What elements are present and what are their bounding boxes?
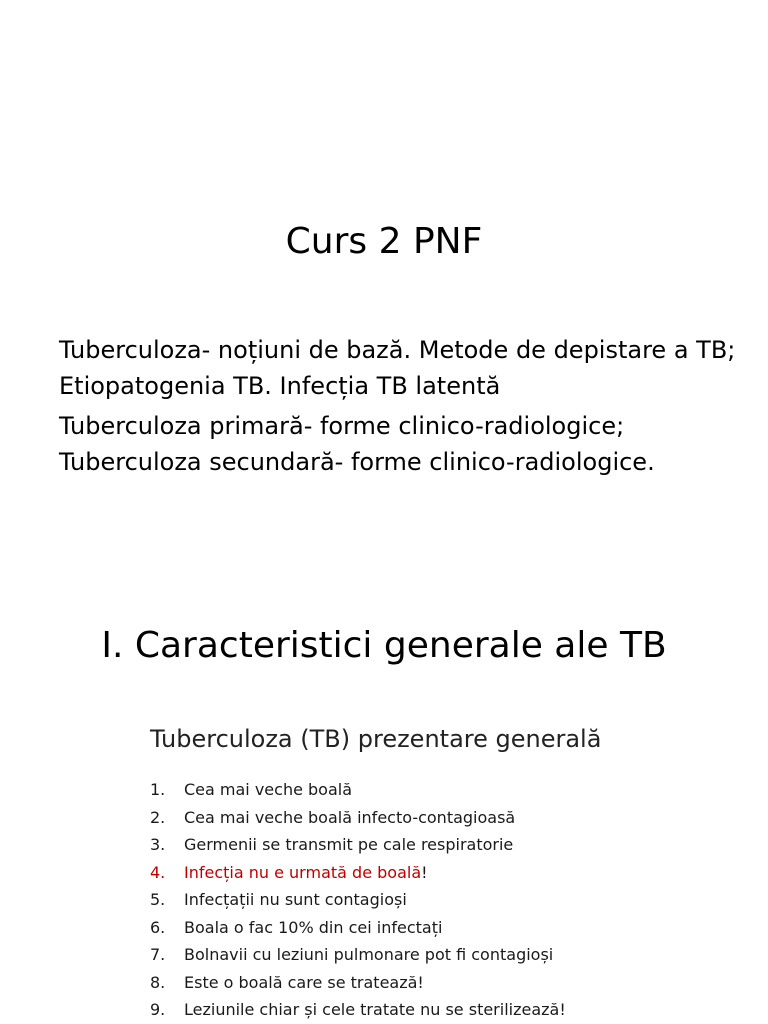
- section-subtitle: Tuberculoza (TB) prezentare generală: [150, 725, 602, 753]
- list-item-text: Leziunile chiar și cele tratate nu se sterilizează!: [184, 1000, 566, 1019]
- list-item: [150, 914, 566, 942]
- list-item-text: Cea mai veche boală infecto-contagioasă: [184, 807, 516, 827]
- list-item: [150, 804, 566, 832]
- list-item-text: Infecțații nu sunt contagioși: [184, 890, 407, 909]
- list-item-text: Este o boală care se tratează!: [184, 972, 424, 992]
- numbered-list: [150, 776, 566, 1024]
- list-item-number: 1.: [150, 780, 166, 799]
- list-item: [150, 941, 566, 969]
- section-title: I. Caracteristici generale ale TB: [101, 625, 667, 666]
- list-item-text: Boala o fac 10% din cei infectați: [184, 917, 443, 937]
- slide-title: Curs 2 PNF: [285, 221, 483, 262]
- list-item-text: Infecția nu e urmată de boală: [184, 862, 422, 882]
- list-item-number: 2.: [150, 807, 166, 827]
- list-item-number: 3.: [150, 835, 166, 854]
- list-item: [150, 831, 566, 859]
- list-item-text: Germenii se transmit pe cale respiratorie: [184, 835, 514, 854]
- list-item-text: Cea mai veche boală: [184, 780, 353, 799]
- list-item: [150, 996, 566, 1024]
- body-paragraph: Tuberculoza primară- forme clinico-radiologice; Tuberculoza secundară- forme clinico-radiologice.: [59, 412, 655, 476]
- list-item-number: 9.: [150, 1000, 166, 1019]
- list-item: [150, 776, 566, 804]
- list-item: [150, 969, 566, 997]
- list-item-number: 8.: [150, 972, 166, 992]
- list-item: [150, 886, 566, 914]
- list-item-text: Bolnavii cu leziuni pulmonare pot fi contagioși: [184, 945, 554, 964]
- list-item-number: 4.: [150, 862, 166, 882]
- list-item-number: 6.: [150, 917, 166, 937]
- list-item-number: 5.: [150, 890, 166, 909]
- list-item-highlighted: [150, 859, 566, 887]
- body-paragraph: Tuberculoza- noțiuni de bază. Metode de depistare a TB; Etiopatogenia TB. Infecția TB latentă: [59, 336, 736, 400]
- slide-body: [59, 332, 759, 484]
- list-item-number: 7.: [150, 945, 166, 964]
- list-item-suffix: !: [421, 862, 428, 882]
